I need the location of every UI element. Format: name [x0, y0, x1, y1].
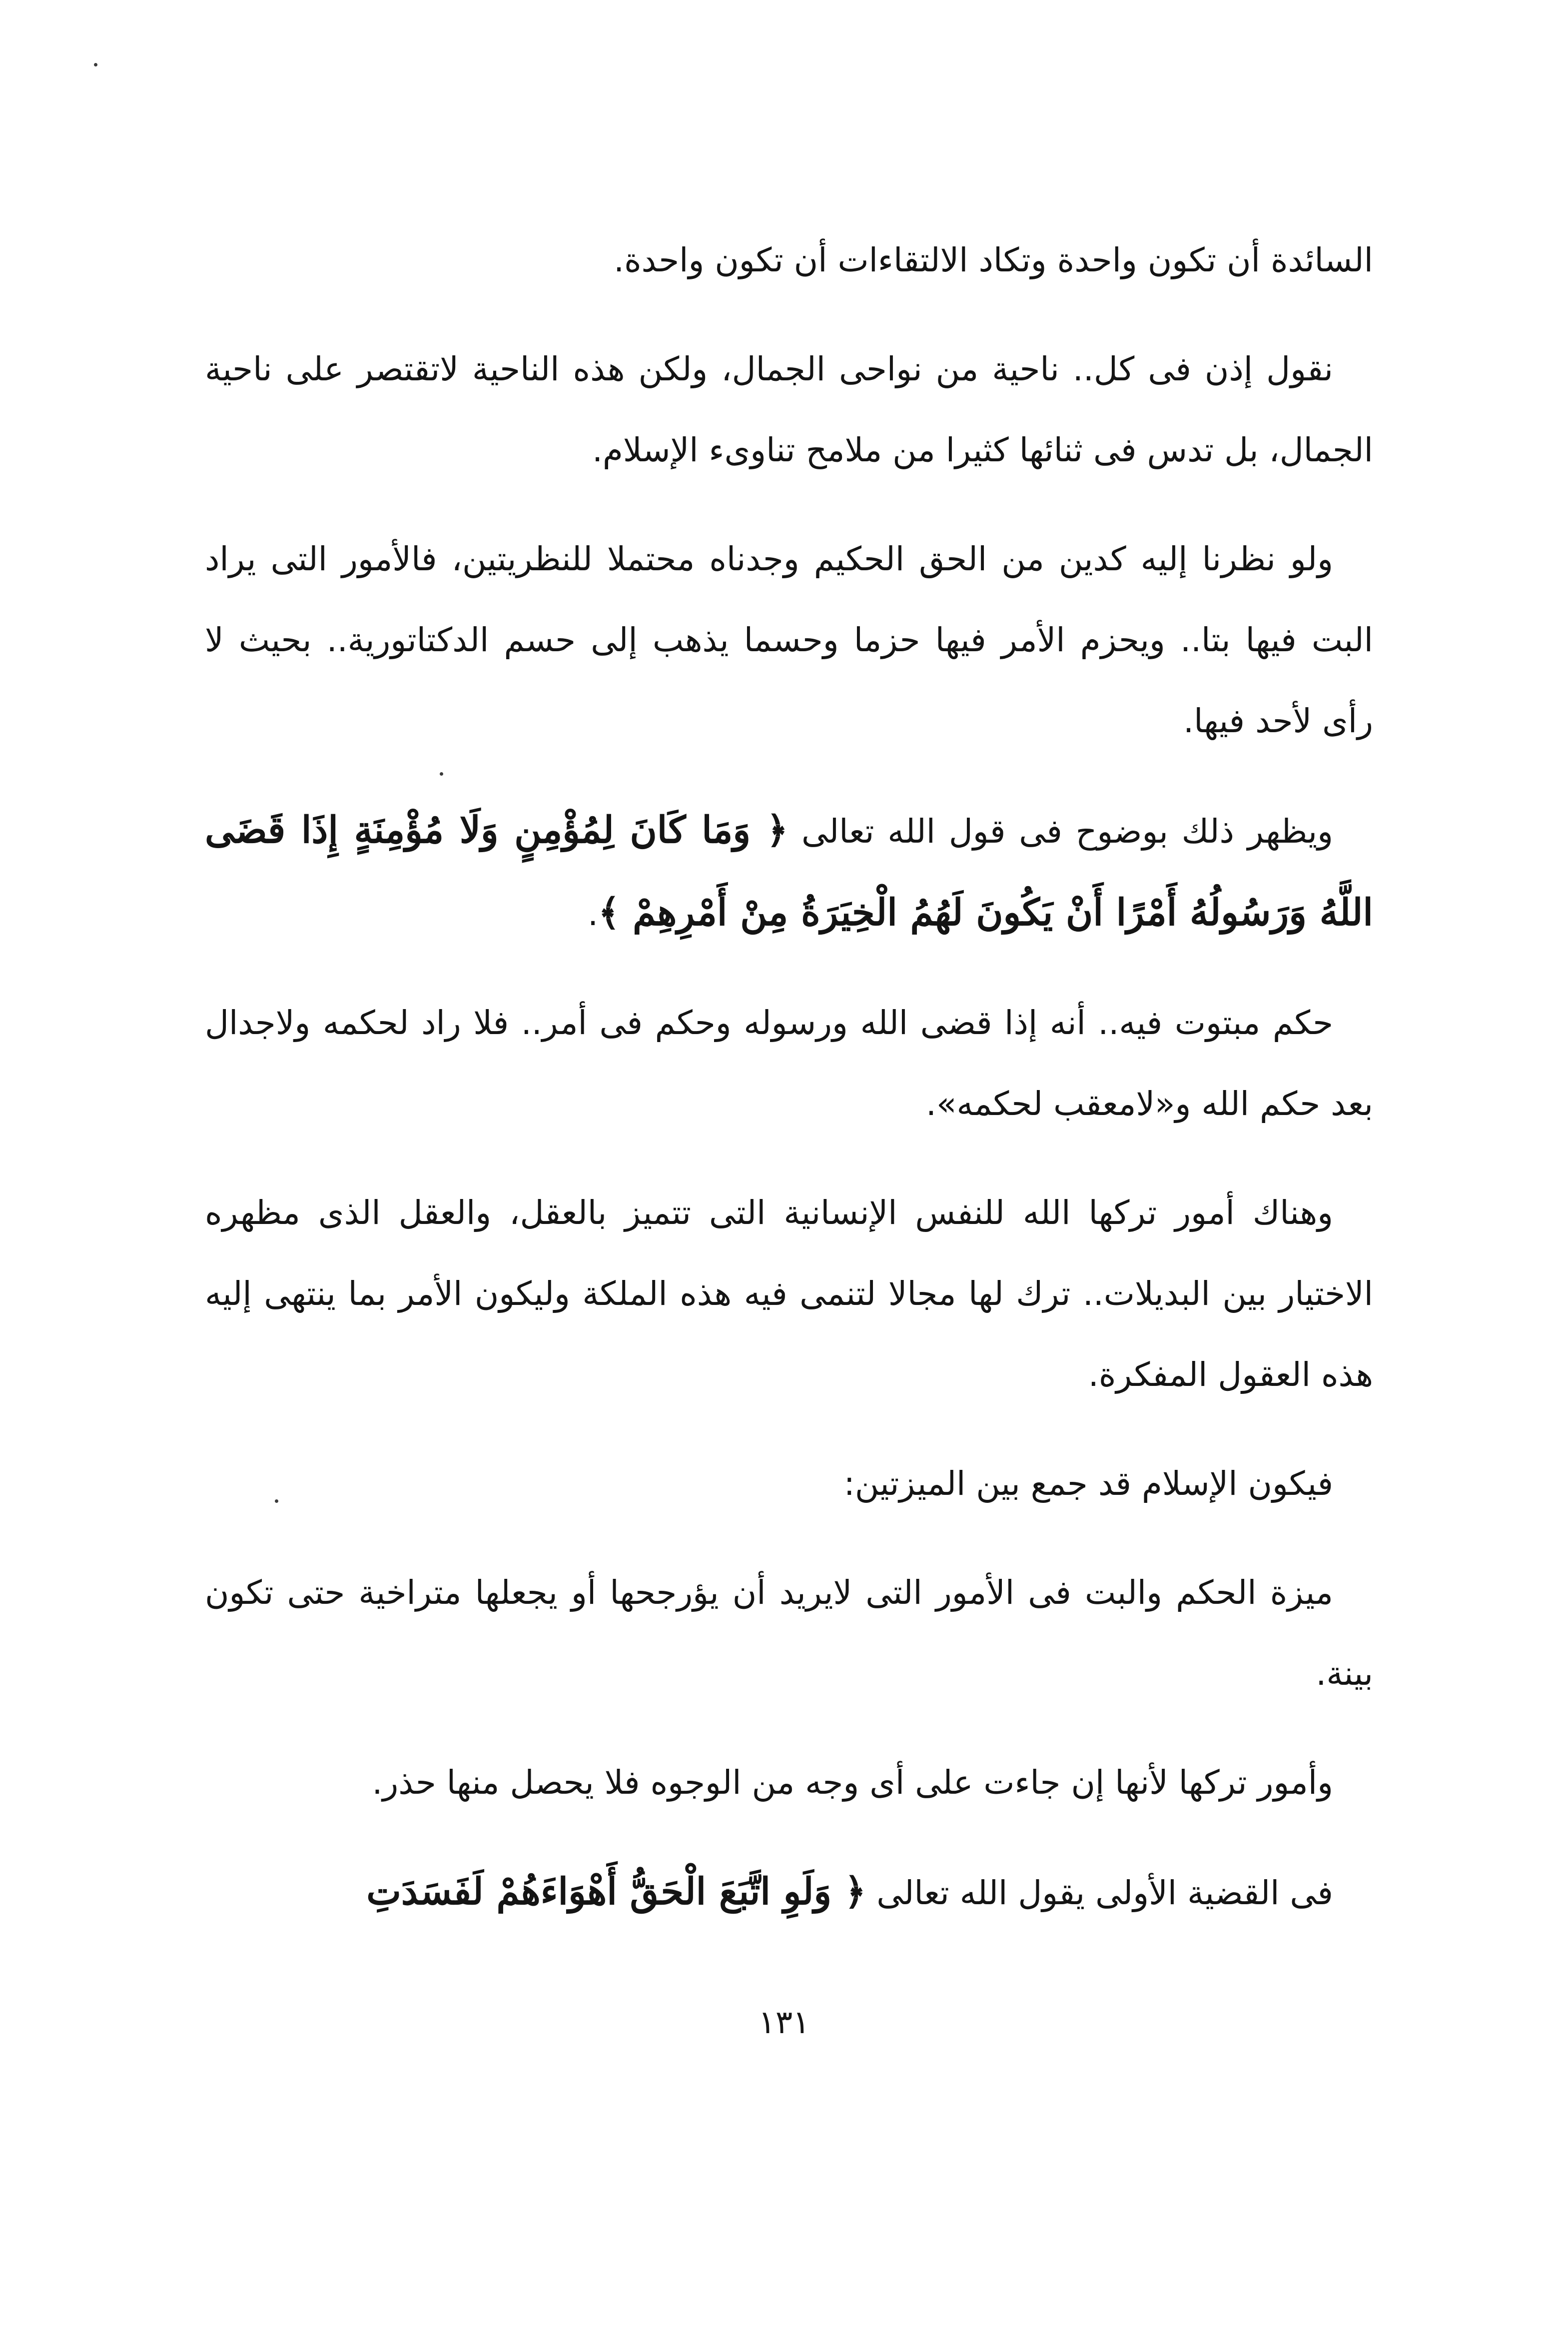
paragraph-text: وهناك أمور تركها الله للنفس الإنسانية التى تتميز بالعقل، والعقل الذى مظهره الاختيار بين البديلات.. ترك لها مجالا لتنمى فيه هذه الملكة وليكون الأمر بما ينتهى إليه هذه العقول المفكرة. — [205, 1193, 1373, 1394]
paragraph-continuation — [205, 220, 1373, 301]
scan-speck — [94, 63, 97, 66]
paragraph-text: . — [588, 895, 599, 933]
paragraph-text: فى القضية الأولى يقول الله تعالى — [876, 1874, 1333, 1912]
paragraph-text: ويظهر ذلك بوضوح فى قول الله تعالى — [801, 812, 1333, 851]
page-number: ١٣١ — [758, 2004, 810, 2041]
paragraph — [205, 1552, 1373, 1714]
paragraph-text: نقول إذن فى كل.. ناحية من نواحى الجمال، ولكن هذه الناحية لاتقتصر على ناحية الجمال، بل تدس فى ثنائها كثيرا من ملامح تناوىء الإسلام. — [205, 350, 1373, 469]
paragraph-text: حكم مبتوت فيه.. أنه إذا قضى الله ورسوله وحكم فى أمر.. فلا راد لحكمه ولاجدال بعد حكم الله و«لامعقب لحكمه». — [205, 1004, 1373, 1123]
paragraph-text: ولو نظرنا إليه كدين من الحق الحكيم وجدناه محتملا للنظريتين، فالأمور التى يراد البت فيها بتا.. ويحزم الأمر فيها حزما وحسما يذهب إلى حسم الدكتاتورية.. بحيث لا رأى لأحد فيها. — [205, 540, 1373, 740]
paragraph-text: وأمور تركها لأنها إن جاءت على أى وجه من الوجوه فلا يحصل منها حذر. — [372, 1763, 1333, 1802]
paragraph-text: ميزة الحكم والبت فى الأمور التى لايريد أن يؤرجحها أو يجعلها متراخية حتى تكون بينة. — [205, 1573, 1373, 1693]
paragraph — [205, 1742, 1373, 1823]
paragraph-text: فيكون الإسلام قد جمع بين الميزتين: — [843, 1464, 1333, 1503]
paragraph — [205, 1173, 1373, 1415]
quran-verse: ﴿ وَمَا كَانَ لِمُؤْمِنٍ وَلَا مُؤْمِنَةٍ إِذَا قَضَى اللَّهُ وَرَسُولُهُ أَمْرًا أَنْ يَكُونَ لَهُمُ الْخِيَرَةُ مِنْ أَمْرِهِمْ ﴾ — [205, 809, 1373, 934]
body-text — [205, 220, 1373, 1962]
quran-verse: ﴿ وَلَوِ اتَّبَعَ الْحَقُّ أَهْوَاءَهُمْ لَفَسَدَتِ — [366, 1870, 866, 1913]
paragraph-text: السائدة أن تكون واحدة وتكاد الالتقاءات أن تكون واحدة. — [614, 241, 1373, 279]
paragraph-with-verse — [205, 1851, 1373, 1934]
paragraph — [205, 983, 1373, 1145]
paragraph — [205, 519, 1373, 762]
paragraph — [205, 329, 1373, 491]
paragraph — [205, 1443, 1373, 1524]
paragraph-with-verse — [205, 790, 1373, 955]
